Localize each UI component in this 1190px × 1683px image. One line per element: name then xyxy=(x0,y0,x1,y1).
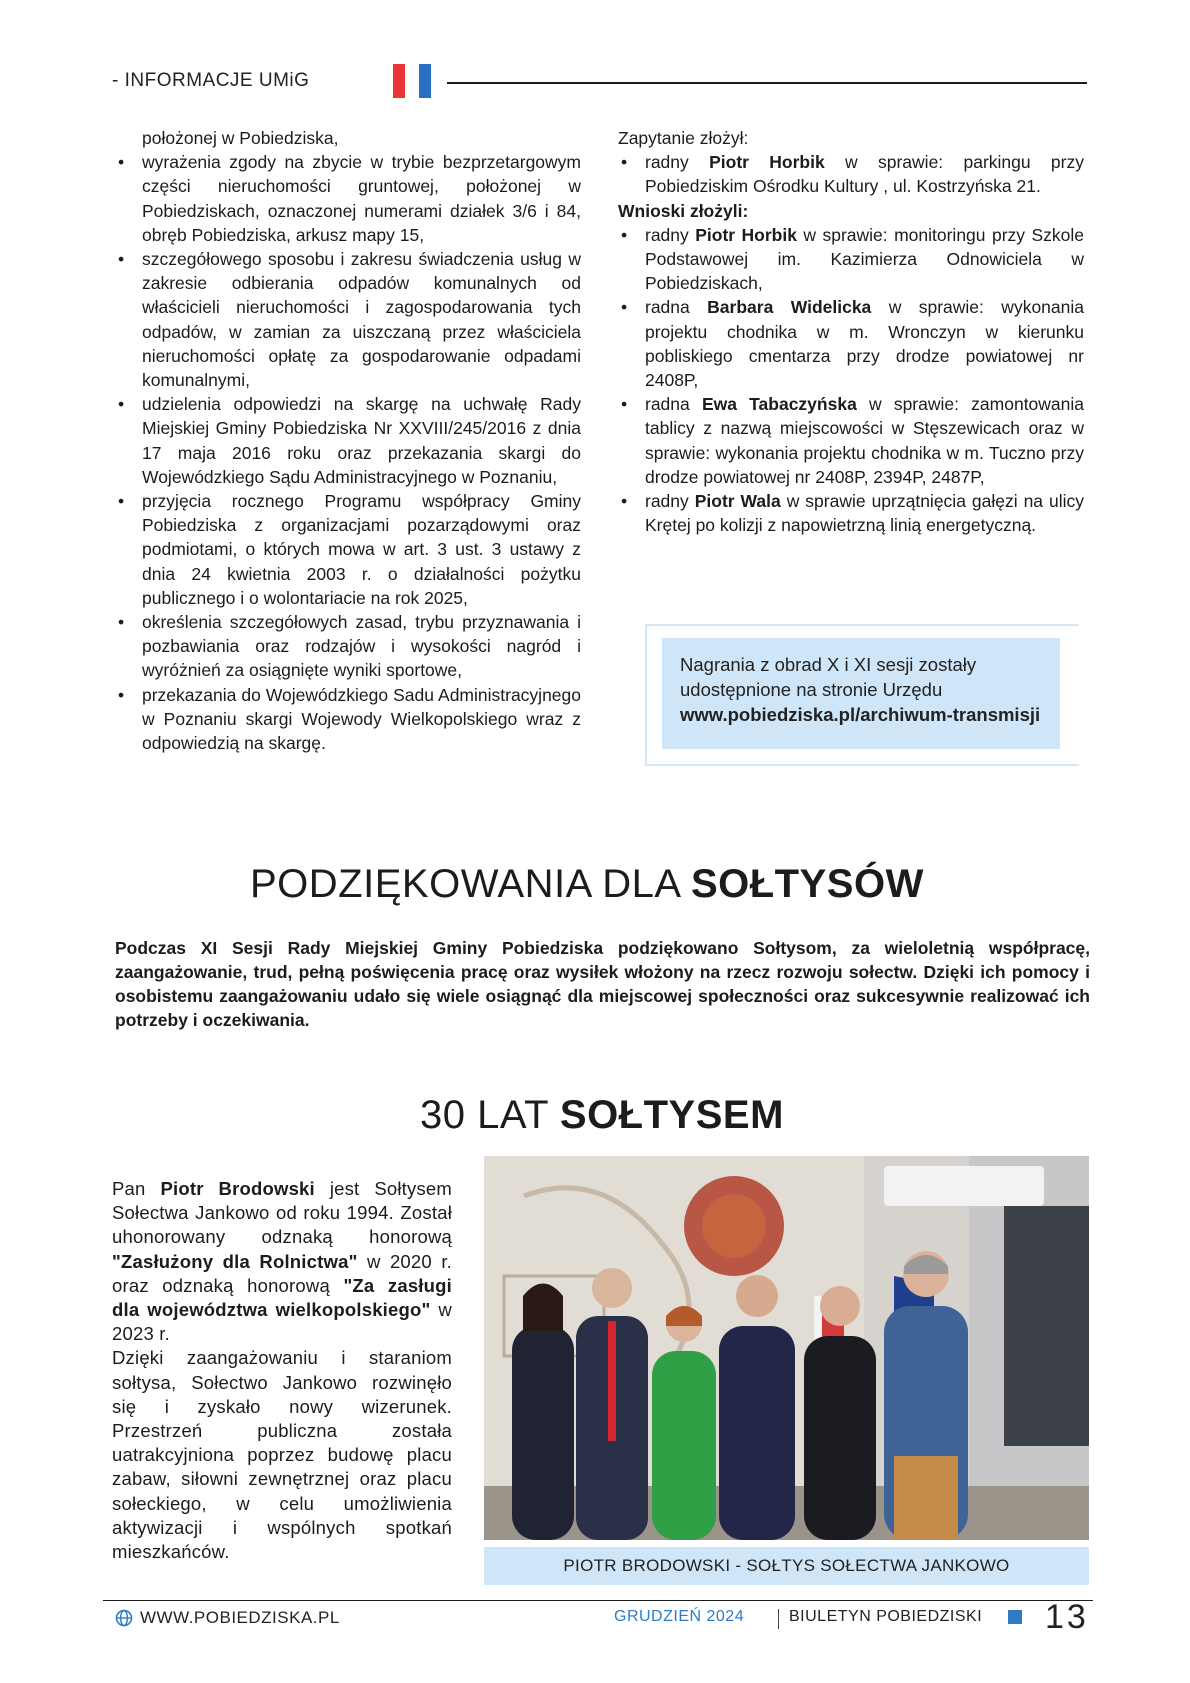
list-item: • radna Barbara Widelicka w sprawie: wykonania projektu chodnika w m. Wronczyn w kierunku pobliskiego cmentarza przy drodze powiatowej nr 2408P, xyxy=(618,295,1084,392)
left-column xyxy=(115,126,581,755)
section-label: - INFORMACJE UMiG xyxy=(112,70,310,91)
inquiry-heading: Zapytanie złożył: xyxy=(618,128,749,148)
list-item: • radny Piotr Horbik w sprawie: parkingu przy Pobiedziskim Ośrodku Kultury , ul. Kostrzyńska 21. xyxy=(618,150,1084,198)
councillor-name: Piotr Horbik xyxy=(709,152,825,173)
motions-list xyxy=(618,223,1084,538)
resolutions-list xyxy=(115,150,581,755)
list-item: • udzielenia odpowiedzi na skargę na uchwałę Rady Miejskiej Gminy Pobiedziska Nr XXVIII/245/2016 z dnia 17 maja 2016 roku oraz przekazania skargi do Wojewódzkiego Sądu Administracyjnego w Poznaniu, xyxy=(115,392,581,489)
section-heading-30-years: 30 LAT SOŁTYSEM xyxy=(420,1093,784,1137)
flag-logo xyxy=(393,64,433,98)
footer-publication: BIULETYN POBIEDZISKI xyxy=(789,1608,983,1625)
inquiry-list xyxy=(618,150,1084,198)
list-item: • szczegółowego sposobu i zakresu świadczenia usług w zakresie odbierania odpadów komunalnych od właścicieli nieruchomości i zagospodarowania tych odpadów, w zamian za uiszczaną przez właściciela nieruchomości opłatę za gospodarowanie odpadami komunalnymi, xyxy=(115,247,581,392)
group-photo xyxy=(484,1156,1089,1540)
councillor-name: Piotr Horbik xyxy=(695,224,797,245)
footer-divider xyxy=(103,1600,1093,1601)
right-column xyxy=(618,126,1084,537)
photo-caption: PIOTR BRODOWSKI - SOŁTYS SOŁECTWA JANKOWO xyxy=(563,1556,1010,1575)
bio-paragraph: Dzięki zaangażowaniu i staraniom sołtysa, Sołectwo Jankowo rozwinęło się i zyskało nowy wizerunek. Przestrzeń publiczna została uatrakcyjniona poprzez budowę placu zabaw, siłowni zewnętrznej oraz placu sołeckiego, w celu umożliwienia aktywizacji i wspólnych spotkań mieszkańców. xyxy=(112,1347,452,1563)
councillor-name: Barbara Widelicka xyxy=(707,297,872,318)
info-box-text: Nagrania z obrad X i XI sesji zostały udostępnione na stronie Urzędu www.pobiedziska.pl/archiwum-transmisji xyxy=(680,652,1055,727)
councillor-name: Ewa Tabaczyńska xyxy=(701,394,857,415)
page-number: 13 xyxy=(1045,1598,1089,1636)
globe-icon xyxy=(115,1609,133,1627)
list-item: • wyrażenia zgody na zbycie w trybie bezprzetargowym części nieruchomości gruntowej, położonej w Pobiedziskach, oznaczonej numerami działek 3/6 i 84, obręb Pobiedziska, arkusz mapy 15, xyxy=(115,150,581,247)
award-name: "Zasłużony dla Rolnictwa" xyxy=(112,1250,358,1272)
list-item: • radny Piotr Wala w sprawie uprzątnięcia gałęzi na ulicy Krętej po kolizji z napowietrzną linią energetyczną. xyxy=(618,489,1084,537)
councillor-name: Piotr Wala xyxy=(694,491,781,512)
list-item: • radna Ewa Tabaczyńska w sprawie: zamontowania tablicy z nazwą miejscowości w Stęszewicach oraz w sprawie: wykonania projektu chodnika w m. Tuczno przy drodze powiatowej nr 2408P, 2394P, 2487P, xyxy=(618,392,1084,489)
list-item: • przyjęcia rocznego Programu współpracy Gminy Pobiedziska z organizacjami pozarządowymi oraz podmiotami, o których mowa w art. 3 ust. 3 ustawy z dnia 24 kwietnia 2003 r. o działalności pożytku publicznego i o wolontariacie na rok 2025, xyxy=(115,489,581,610)
footer-issue-date: GRUDZIEŃ 2024 xyxy=(614,1608,745,1625)
recordings-link[interactable]: www.pobiedziska.pl/archiwum-transmisji xyxy=(680,704,1041,725)
thanks-intro: Podczas XI Sesji Rady Miejskiej Gminy Pobiedziska podziękowano Sołtysom, za wieloletnią współpracę, zaangażowanie, trud, pełną poświęcenia pracę oraz wysiłek włożony na rzecz rozwoju sołectw. Dzięki ich pomocy i osobistemu zaangażowaniu udało się wiele osiągnąć dla miejscowej społeczności oraz sukcesywnie realizować ich potrzeby i oczekiwania. xyxy=(115,938,1090,1030)
list-continuation: położonej w Pobiedziska, xyxy=(142,128,339,148)
section-heading-thanks: PODZIĘKOWANIA DLA SOŁTYSÓW xyxy=(250,862,924,906)
person-name: Piotr Brodowski xyxy=(160,1178,315,1199)
footer-separator xyxy=(778,1609,779,1629)
list-item: • radny Piotr Horbik w sprawie: monitoringu przy Szkole Podstawowej im. Kazimierza Odnowiciela w Pobiedziskach, xyxy=(618,223,1084,296)
bio-text: Pan Piotr Brodowski jest Sołtysem Sołectwa Jankowo od roku 1994. Został uhonorowany odznaką honorową "Zasłużony dla Rolnictwa" w 2020 r. oraz odznaką honorową "Za zasługi dla województwa wielkopolskiego" w 2023 r. Dzięki zaangażowaniu i staraniom sołtysa, Sołectwo Jankowo rozwinęło się i zyskało nowy wizerunek. Przestrzeń publiczna została uatrakcyjniona poprzez budowę placu zabaw, siłowni zewnętrznej oraz placu sołeckiego, w celu umożliwienia aktywizacji i wspólnych spotkań mieszkańców. xyxy=(112,1177,452,1564)
motions-heading: Wnioski złożyli: xyxy=(618,200,749,221)
list-item: • określenia szczegółowych zasad, trybu przyznawania i pozbawiania oraz rodzajów i wysokości nagród i wyróżnień za osiągnięte wyniki sportowe, xyxy=(115,610,581,683)
footer-square-icon xyxy=(1008,1610,1022,1624)
footer-website-link[interactable]: WWW.POBIEDZISKA.PL xyxy=(140,1608,340,1627)
group-photo-illustration xyxy=(484,1156,1089,1540)
header-divider xyxy=(447,82,1087,84)
list-item: • przekazania do Wojewódzkiego Sadu Administracyjnego w Poznaniu skargi Wojewody Wielkopolskiego wraz z odpowiedzią na skargę. xyxy=(115,683,581,756)
award-name: "Za zasługi dla województwa wielkopolskiego" xyxy=(112,1274,452,1321)
